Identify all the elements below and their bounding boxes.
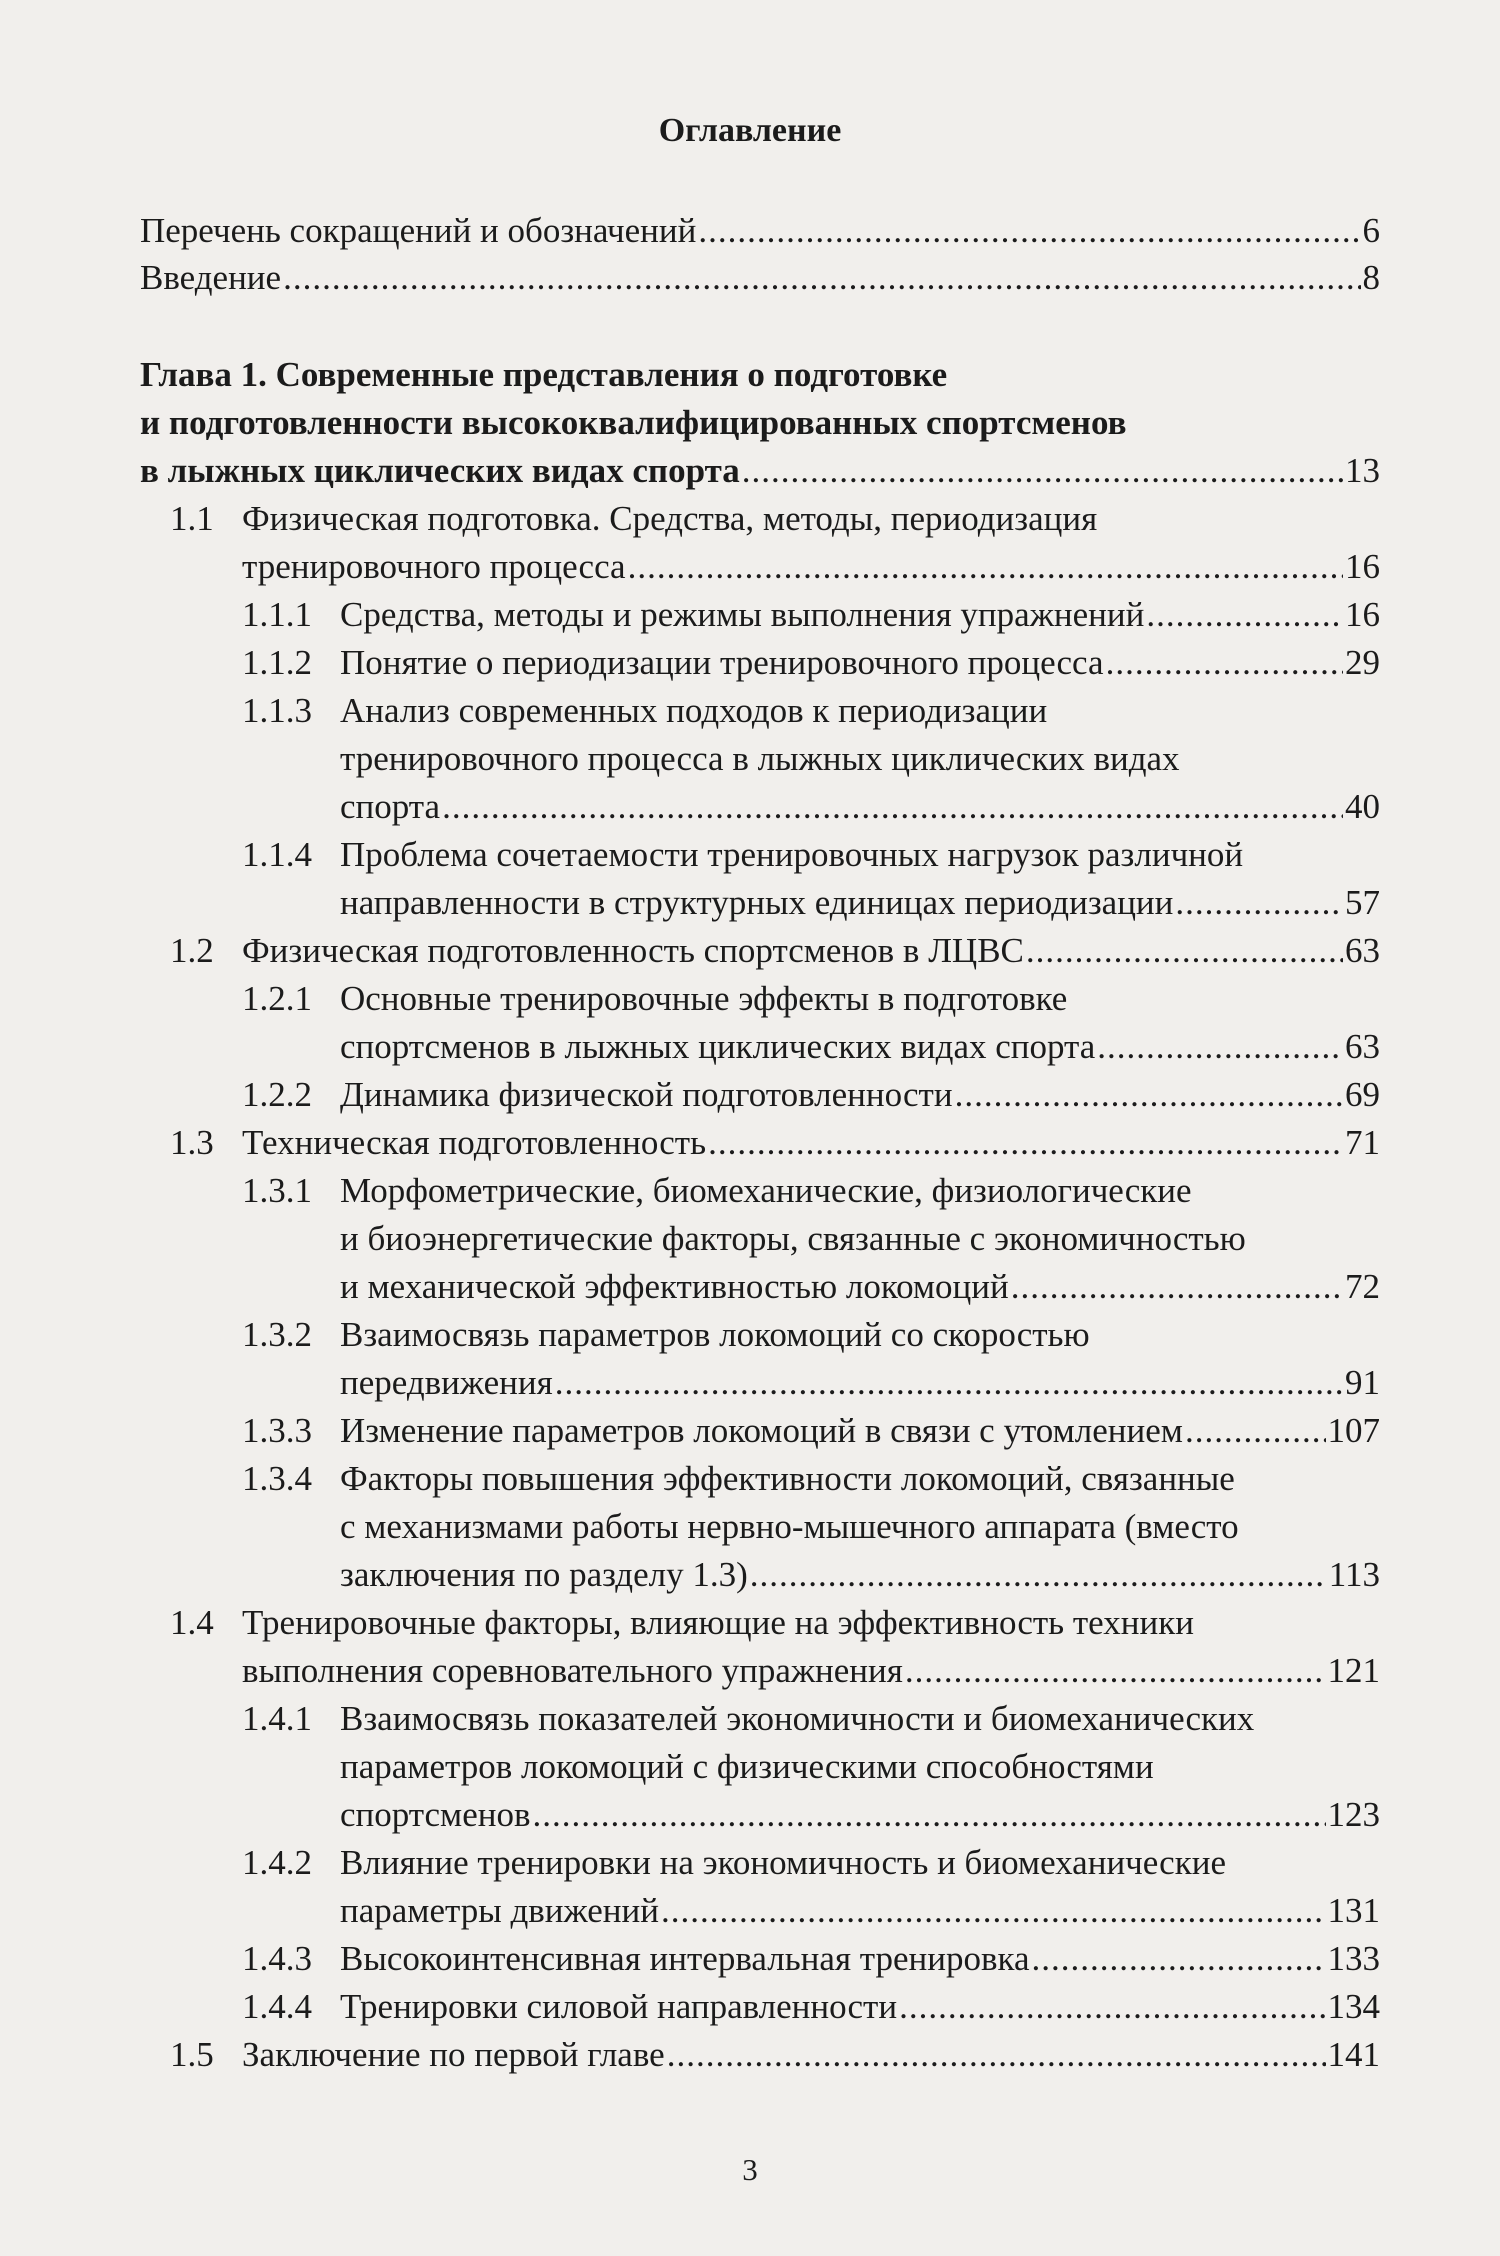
toc-entry-1-1-1[interactable] [340,592,1380,638]
section-1-1-3-line-1: Анализ современных подходов к периодизации [340,691,1048,730]
toc-entry-text: спорта [340,787,441,826]
section-1-1-line-1: Физическая подготовка. Средства, методы, периодизация [242,499,1098,538]
toc-entry-text: Высокоинтенсивная интервальная тренировка [340,1939,1030,1978]
toc-page-number: 57 [1345,883,1380,922]
toc-entry-chapter-1[interactable] [140,448,1380,494]
section-1-1-4-line-1: Проблема сочетаемости тренировочных нагрузок различной [340,835,1244,874]
section-number: 1.4.2 [242,1843,312,1882]
leader-dots [708,1120,1343,1166]
section-number: 1.3.4 [242,1459,312,1498]
leader-dots [1185,1408,1326,1454]
section-1-3-4-line-2: с механизмами работы нервно-мышечного аппарата (вместо [340,1507,1239,1546]
page-number: 3 [742,2152,758,2187]
toc-page-number: 91 [1345,1363,1380,1402]
toc-page-number: 121 [1327,1651,1380,1690]
section-1-2-1-line-1: Основные тренировочные эффекты в подготовке [340,979,1068,1018]
toc-entry-text: заключения по разделу 1.3) [340,1555,748,1594]
section-number: 1.2.1 [242,979,312,1018]
toc-entry-1-1[interactable] [242,544,1380,590]
toc-page-number: 16 [1345,547,1380,586]
leader-dots [742,448,1343,494]
section-1-3-1-line-2: и биоэнергетические факторы, связанные с экономичностью [340,1219,1246,1258]
leader-dots [1011,1264,1343,1310]
toc-entry-1-4-1[interactable] [340,1792,1380,1838]
leader-dots [667,2032,1326,2078]
section-1-4-line-1: Тренировочные факторы, влияющие на эффективность техники [242,1603,1194,1642]
toc-page-number: 8 [1362,258,1380,297]
toc-page-number: 71 [1345,1123,1380,1162]
leader-dots [905,1648,1326,1694]
toc-entry-1-3-4[interactable] [340,1552,1380,1598]
leader-dots [628,544,1343,590]
toc-entry-text: спортсменов в лыжных циклических видах спорта [340,1027,1096,1066]
leader-dots [661,1888,1326,1934]
section-1-3-2-line-1: Взаимосвязь параметров локомоций со скоростью [340,1315,1090,1354]
toc-entry-text: Заключение по первой главе [242,2035,665,2074]
toc-entry-1-1-4[interactable] [340,880,1380,926]
leader-dots [955,1072,1343,1118]
leader-dots [1097,1024,1343,1070]
section-number: 1.2.2 [242,1075,312,1114]
toc-entry-text: Изменение параметров локомоций в связи с утомлением [340,1411,1183,1450]
toc-entry-text: Физическая подготовленность спортсменов в ЛЦВС [242,931,1024,970]
section-1-3-4-line-1: Факторы повышения эффективности локомоций, связанные [340,1459,1235,1498]
toc-page-number: 133 [1327,1939,1380,1978]
section-1-3-1-line-1: Морфометрические, биомеханические, физиологические [340,1171,1192,1210]
toc-entry-text: и механической эффективностью локомоций [340,1267,1009,1306]
section-number: 1.1.1 [242,595,312,634]
leader-dots [899,1984,1325,2030]
section-number: 1.3.1 [242,1171,312,1210]
section-number: 1.1.4 [242,835,312,874]
section-number: 1.1.2 [242,643,312,682]
leader-dots [1175,880,1343,926]
section-number: 1.1.3 [242,691,312,730]
toc-entry-1-1-2[interactable] [340,640,1380,686]
toc-entry-1-4-2[interactable] [340,1888,1380,1934]
toc-entry-text: Понятие о периодизации тренировочного процесса [340,643,1104,682]
toc-entry-text: выполнения соревновательного упражнения [242,1651,903,1690]
section-number: 1.2 [170,931,214,970]
toc-entry-1-3-2[interactable] [340,1360,1380,1406]
toc-entry-1-2-2[interactable] [340,1072,1380,1118]
toc-entry-1-4-4[interactable] [340,1984,1380,2030]
toc-page-number: 63 [1345,1027,1380,1066]
toc-entry-abbreviations[interactable] [140,208,1380,254]
toc-entry-text: тренировочного процесса [242,547,626,586]
toc-page-number: 29 [1345,643,1380,682]
toc-page-number: 131 [1327,1891,1380,1930]
toc-page-number: 16 [1345,595,1380,634]
toc-entry-text: спортсменов [340,1795,531,1834]
toc-entry-1-2-1[interactable] [340,1024,1380,1070]
section-number: 1.4.3 [242,1939,312,1978]
section-number: 1.4.1 [242,1699,312,1738]
toc-entry-1-1-3[interactable] [340,784,1380,830]
toc-page-number: 69 [1345,1075,1380,1114]
chapter-1-title-line-2: и подготовленности высококвалифицированных спортсменов [140,403,1127,442]
toc-page-number: 6 [1362,211,1380,250]
toc-entry-1-3[interactable] [242,1120,1380,1166]
toc-page-number: 134 [1327,1987,1380,2026]
toc-entry-1-3-1[interactable] [340,1264,1380,1310]
toc-page-number: 40 [1345,787,1380,826]
toc-page-number: 113 [1328,1555,1380,1594]
toc-entry-text: в лыжных циклических видах спорта [140,451,740,490]
leader-dots [1146,592,1343,638]
leader-dots [1032,1936,1326,1982]
toc-entry-text: Перечень сокращений и обозначений [140,211,697,250]
toc-entry-text: Средства, методы и режимы выполнения упражнений [340,595,1145,634]
leader-dots [283,255,1360,301]
toc-entry-text: передвижения [340,1363,553,1402]
section-number: 1.3.3 [242,1411,312,1450]
section-number: 1.3.2 [242,1315,312,1354]
toc-page-number: 123 [1327,1795,1380,1834]
toc-entry-1-4-3[interactable] [340,1936,1380,1982]
chapter-1-title-line-1: Глава 1. Современные представления о подготовке [140,355,948,394]
toc-entry-text: Техническая подготовленность [242,1123,707,1162]
section-1-1-3-line-2: тренировочного процесса в лыжных циклических видах [340,739,1180,778]
leader-dots [555,1360,1343,1406]
toc-entry-text: направленности в структурных единицах периодизации [340,883,1174,922]
toc-entry-text: Тренировки силовой направленности [340,1987,898,2026]
leader-dots [1106,640,1343,686]
toc-entry-1-2[interactable] [242,928,1380,974]
toc-title: Оглавление [658,112,842,149]
section-number: 1.5 [170,2035,214,2074]
toc-entry-text: Динамика физической подготовленности [340,1075,953,1114]
toc-entry-1-5[interactable] [242,2032,1380,2078]
leader-dots [698,208,1360,254]
leader-dots [750,1552,1327,1598]
toc-entry-1-4[interactable] [242,1648,1380,1694]
leader-dots [533,1792,1326,1838]
section-number: 1.4 [170,1603,214,1642]
leader-dots [442,784,1343,830]
toc-entry-introduction[interactable] [140,255,1380,301]
toc-entry-1-3-3[interactable] [340,1408,1380,1454]
section-1-4-2-line-1: Влияние тренировки на экономичность и биомеханические [340,1843,1226,1882]
section-number: 1.4.4 [242,1987,312,2026]
section-number: 1.3 [170,1123,214,1162]
toc-entry-text: параметры движений [340,1891,659,1930]
toc-page-number: 72 [1345,1267,1380,1306]
leader-dots [1026,928,1343,974]
toc-entry-text: Введение [140,258,282,297]
toc-page-number: 107 [1327,1411,1380,1450]
section-1-4-1-line-2: параметров локомоций с физическими способностями [340,1747,1154,1786]
section-1-4-1-line-1: Взаимосвязь показателей экономичности и биомеханических [340,1699,1255,1738]
section-number: 1.1 [170,499,214,538]
toc-page-number: 63 [1345,931,1380,970]
toc-page-number: 141 [1327,2035,1380,2074]
toc-page-number: 13 [1345,451,1380,490]
